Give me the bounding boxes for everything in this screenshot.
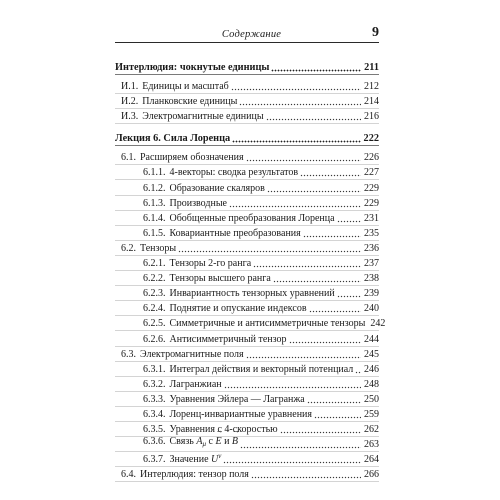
running-title: Содержание bbox=[221, 29, 282, 40]
entry-label bbox=[143, 378, 224, 391]
entry-page: 237 bbox=[364, 258, 379, 270]
toc-row bbox=[115, 58, 379, 75]
entry-label bbox=[143, 393, 307, 406]
entry-page: 222 bbox=[363, 133, 379, 145]
dot-leader bbox=[273, 273, 361, 283]
dot-leader bbox=[240, 439, 361, 449]
dot-leader bbox=[232, 133, 361, 143]
entry-label bbox=[143, 227, 303, 240]
dot-leader bbox=[309, 303, 361, 313]
entry-number: 6.1. bbox=[121, 152, 136, 164]
entry-title: Лагранжиан bbox=[169, 378, 222, 390]
entry-label bbox=[121, 468, 251, 481]
entry-number: 6.1.5. bbox=[143, 227, 166, 239]
toc-row bbox=[115, 271, 379, 286]
entry-title: Обобщенные преобразования Лоренца bbox=[169, 212, 335, 224]
entry-page: 250 bbox=[364, 393, 379, 405]
entry-number: 6.3.4. bbox=[143, 408, 166, 420]
entry-label bbox=[143, 317, 367, 330]
entry-page: 244 bbox=[364, 333, 379, 345]
toc-row bbox=[115, 109, 379, 124]
entry-title: Уравнения Эйлера — Лагранжа bbox=[169, 393, 305, 405]
dot-leader bbox=[246, 152, 361, 162]
entry-title: Интеграл действия и векторный потенциал bbox=[169, 363, 354, 375]
dot-leader bbox=[246, 349, 361, 359]
dot-leader bbox=[266, 111, 361, 121]
entry-title: Инвариантность тензорных уравнений bbox=[169, 288, 335, 300]
toc-row bbox=[115, 79, 379, 94]
entry-page: 246 bbox=[364, 363, 379, 375]
entry-label bbox=[143, 197, 229, 210]
toc-row bbox=[115, 130, 379, 147]
toc-row bbox=[115, 392, 379, 407]
entry-number: 6.2.3. bbox=[143, 288, 166, 300]
entry-page: 238 bbox=[364, 273, 379, 285]
entry-number: 6.1.4. bbox=[143, 212, 166, 224]
entry-label bbox=[143, 408, 314, 421]
toc-row bbox=[115, 196, 379, 211]
entry-title: Интерлюдия: чокнутые единицы bbox=[115, 61, 270, 73]
toc-row bbox=[115, 226, 379, 241]
entry-page: 231 bbox=[364, 212, 379, 224]
entry-label bbox=[115, 61, 271, 74]
entry-label bbox=[121, 80, 231, 93]
entry-label bbox=[143, 435, 240, 451]
entry-page: 239 bbox=[364, 288, 379, 300]
entry-title: Единицы и масштаб bbox=[142, 80, 229, 92]
entry-page: 248 bbox=[364, 378, 379, 390]
entry-title-part: с bbox=[206, 436, 216, 448]
entry-title: Симметричные и антисимметричные тензоры bbox=[169, 318, 366, 330]
entry-page: 226 bbox=[364, 152, 379, 164]
dot-leader bbox=[280, 424, 361, 434]
entry-label bbox=[143, 166, 300, 179]
dot-leader bbox=[314, 409, 361, 419]
dot-leader bbox=[267, 183, 361, 193]
toc-row bbox=[115, 347, 379, 362]
toc-row bbox=[115, 301, 379, 316]
entry-label bbox=[121, 110, 266, 123]
math-superscript: ν bbox=[218, 452, 222, 461]
entry-label bbox=[143, 450, 223, 466]
entry-label bbox=[143, 272, 273, 285]
entry-number: 6.1.2. bbox=[143, 182, 166, 194]
entry-title: Уравнения с 4-скоростью bbox=[169, 424, 278, 436]
entry-title: Электромагнитные единицы bbox=[142, 110, 264, 122]
entry-title: Тензоры 2-го ранга bbox=[169, 258, 252, 270]
entry-page: 240 bbox=[364, 303, 379, 315]
dot-leader bbox=[223, 454, 361, 464]
entry-number: 6.2.4. bbox=[143, 303, 166, 315]
entry-title: Электромагнитные поля bbox=[140, 348, 244, 360]
toc-row bbox=[115, 150, 379, 165]
toc-row bbox=[115, 407, 379, 422]
dot-leader bbox=[337, 213, 361, 223]
page-number: 9 bbox=[372, 25, 379, 40]
entry-title: Антисимметричный тензор bbox=[169, 333, 287, 345]
entry-title: Интерлюдия: тензор поля bbox=[140, 469, 249, 481]
entry-label bbox=[143, 257, 253, 270]
entry-number: 6.3.2. bbox=[143, 378, 166, 390]
entry-label bbox=[121, 242, 178, 255]
entry-label bbox=[143, 212, 337, 225]
entry-page: 242 bbox=[370, 318, 386, 330]
entry-number: И.2. bbox=[121, 95, 139, 107]
math-subscript: μ bbox=[202, 440, 206, 449]
entry-page: 229 bbox=[364, 197, 379, 209]
entry-title: 4-векторы: сводка результатов bbox=[169, 167, 299, 179]
table-of-contents bbox=[115, 58, 386, 482]
entry-number: 6.4. bbox=[121, 469, 136, 481]
entry-label bbox=[121, 95, 239, 108]
entry-title: Поднятие и опускание индексов bbox=[169, 303, 307, 315]
toc-row bbox=[115, 467, 379, 482]
entry-number: 6.3.1. bbox=[143, 363, 166, 375]
entry-number: 6.3. bbox=[121, 348, 136, 360]
dot-leader bbox=[229, 198, 361, 208]
dot-leader bbox=[337, 288, 361, 298]
dot-leader bbox=[307, 394, 361, 404]
entry-page: 259 bbox=[364, 408, 379, 420]
entry-title: Лекция 6. Сила Лоренца bbox=[115, 133, 231, 145]
entry-number: 6.2.1. bbox=[143, 258, 166, 270]
toc-row bbox=[115, 180, 379, 195]
entry-page: 263 bbox=[364, 439, 379, 451]
toc-row bbox=[115, 165, 379, 180]
entry-page: 266 bbox=[364, 469, 379, 481]
entry-number: 6.1.1. bbox=[143, 167, 166, 179]
toc-row bbox=[115, 241, 379, 256]
dot-leader bbox=[178, 243, 361, 253]
toc-row bbox=[115, 331, 379, 346]
entry-number: 6.2.5. bbox=[143, 318, 166, 330]
entry-label bbox=[143, 333, 289, 346]
entry-page: 227 bbox=[364, 167, 379, 179]
dot-leader bbox=[253, 258, 361, 268]
entry-label bbox=[121, 151, 246, 164]
entry-number: И.1. bbox=[121, 80, 139, 92]
toc-row bbox=[115, 286, 379, 301]
math-vector: E → bbox=[215, 435, 221, 448]
dot-leader bbox=[239, 96, 361, 106]
entry-label bbox=[115, 132, 232, 145]
entry-page: 235 bbox=[364, 227, 379, 239]
entry-number: 6.2.2. bbox=[143, 273, 166, 285]
entry-label bbox=[143, 287, 337, 300]
toc-row bbox=[115, 94, 379, 109]
entry-title: Расширяем обозначения bbox=[140, 152, 244, 164]
entry-page: 245 bbox=[364, 348, 379, 360]
entry-title: Планковские единицы bbox=[142, 95, 238, 107]
entry-page: 262 bbox=[364, 424, 379, 436]
entry-number: 6.3.7. bbox=[143, 454, 166, 466]
entry-number: 6.2. bbox=[121, 242, 136, 254]
page-header bbox=[115, 26, 379, 43]
entry-number: И.3. bbox=[121, 110, 139, 122]
math-vector: B → bbox=[232, 435, 238, 448]
entry-title: Тензоры высшего ранга bbox=[169, 273, 271, 285]
entry-page: 212 bbox=[364, 80, 379, 92]
entry-number: 6.3.3. bbox=[143, 393, 166, 405]
entry-page: 216 bbox=[364, 110, 379, 122]
toc-row bbox=[115, 362, 379, 377]
entry-label bbox=[143, 423, 280, 436]
toc-row bbox=[115, 316, 386, 331]
dot-leader bbox=[224, 379, 361, 389]
dot-leader bbox=[300, 167, 361, 177]
dot-leader bbox=[303, 228, 361, 238]
entry-number: 6.3.5. bbox=[143, 424, 166, 436]
entry-title-part: Связь bbox=[169, 436, 197, 448]
entry-title-part: и bbox=[221, 436, 232, 448]
entry-label bbox=[121, 348, 246, 361]
entry-label bbox=[143, 302, 309, 315]
math-symbol: U bbox=[211, 454, 219, 466]
dot-leader bbox=[271, 62, 361, 72]
entry-page: 264 bbox=[364, 454, 379, 466]
dot-leader bbox=[251, 469, 361, 479]
math-symbol: A bbox=[196, 436, 203, 448]
entry-title: Ковариантные преобразования bbox=[169, 227, 301, 239]
entry-page: 211 bbox=[364, 61, 379, 73]
toc-row bbox=[115, 452, 379, 467]
dot-leader bbox=[231, 81, 361, 91]
entry-title: Образование скаляров bbox=[169, 182, 265, 194]
toc-row bbox=[115, 211, 379, 226]
entry-page: 236 bbox=[364, 242, 379, 254]
entry-page: 229 bbox=[364, 182, 379, 194]
entry-label bbox=[143, 363, 355, 376]
entry-number: 6.2.6. bbox=[143, 333, 166, 345]
dot-leader bbox=[289, 334, 361, 344]
toc-row bbox=[115, 256, 379, 271]
entry-number: 6.3.6. bbox=[143, 436, 166, 448]
entry-page: 214 bbox=[364, 95, 379, 107]
toc-row bbox=[115, 377, 379, 392]
entry-label bbox=[143, 182, 267, 195]
entry-title: Производные bbox=[169, 197, 227, 209]
entry-title: Тензоры bbox=[140, 242, 177, 254]
entry-number: 6.1.3. bbox=[143, 197, 166, 209]
entry-title-part: Значение bbox=[169, 454, 212, 466]
entry-title: Лоренц-инвариантные уравнения bbox=[169, 408, 313, 420]
